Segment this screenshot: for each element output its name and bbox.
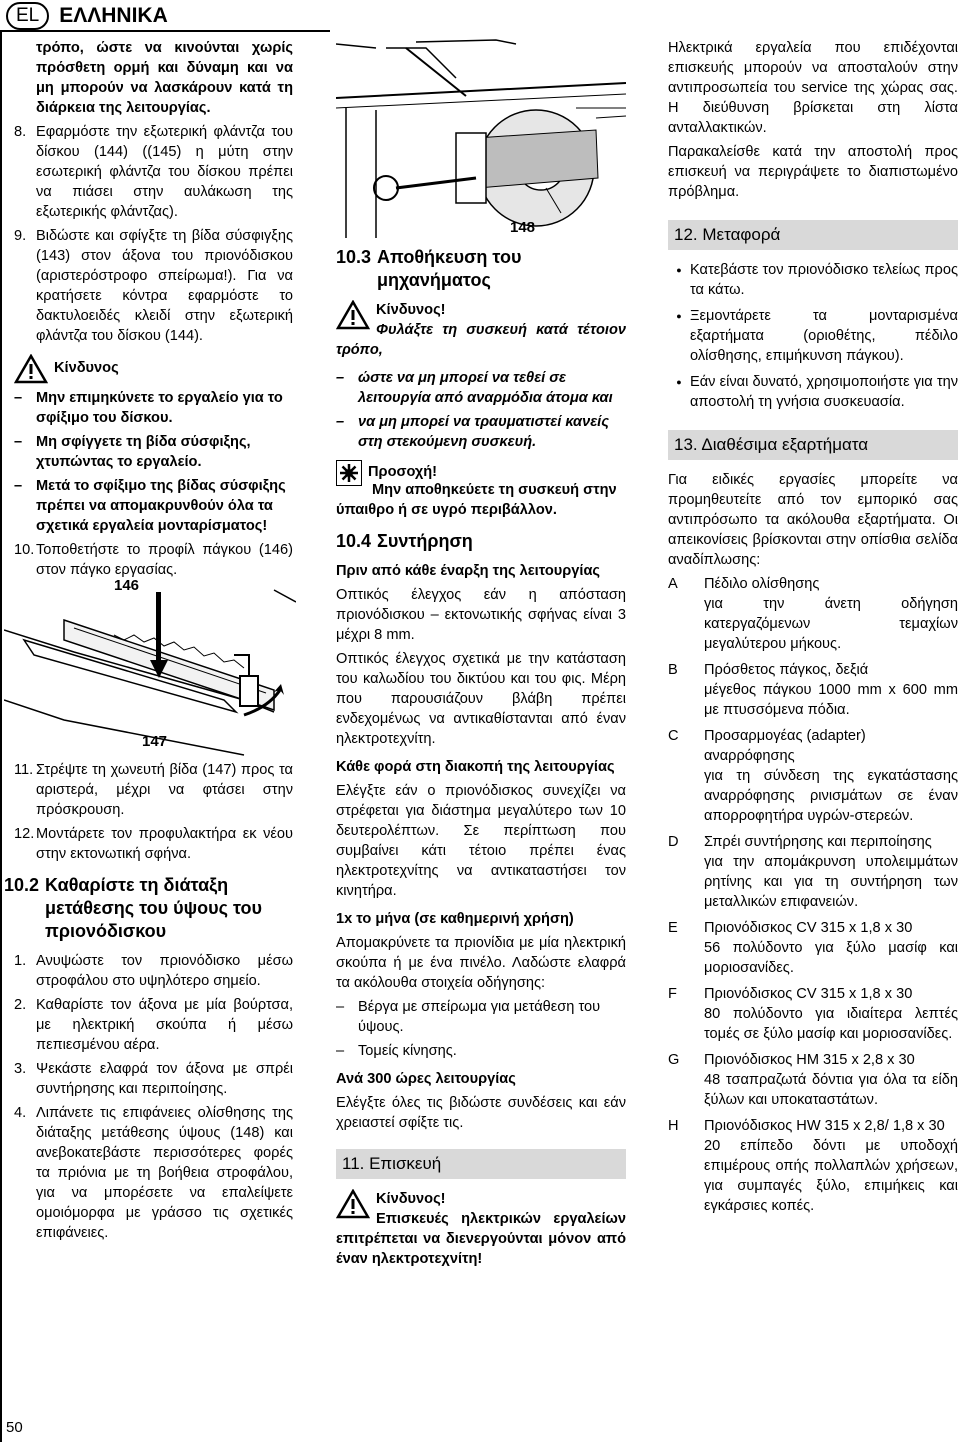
figure-label-147: 147 — [142, 733, 168, 750]
accessory-title: Πριονόδισκος HW 315 x 2,8/ 1,8 x 30 — [704, 1118, 945, 1134]
accessory-title: Πρόσθετος πάγκος, δεξιά — [704, 662, 869, 678]
step-number: 3. — [14, 1061, 27, 1077]
accessory-title: Πριονόδισκος HM 315 x 2,8 x 30 — [704, 1052, 915, 1068]
lube-item — [336, 1041, 626, 1061]
bullet: ● — [676, 377, 682, 387]
section-heading-11: 11. Επισκευή — [336, 1149, 626, 1179]
section-number: 10.3 — [336, 247, 372, 267]
margin-rule — [0, 30, 2, 1442]
step-8 — [14, 122, 293, 222]
section-title: Συντήρηση — [377, 531, 473, 551]
accessory-letter: H — [668, 1118, 679, 1134]
subheading: 1x το μήνα (σε καθημερινή χρήση) — [336, 911, 574, 927]
accessory-item — [668, 918, 958, 982]
step-text: Στρέψτε τη χωνευτή βίδα (147) προς τα αριστερά, μέχρι να φτάσει στην πρόσκρουση. — [36, 762, 293, 818]
lube-item — [336, 997, 626, 1037]
accessory-item — [668, 832, 958, 916]
header-rule — [0, 30, 330, 32]
step-number: 9. — [14, 228, 27, 244]
accessory-letter: F — [668, 986, 677, 1002]
step-number: 11. — [14, 762, 34, 778]
accessory-letter: C — [668, 728, 679, 744]
section-number: 10.2 — [4, 875, 40, 895]
danger-label: Κίνδυνος — [54, 360, 119, 376]
column-1 — [4, 38, 293, 1243]
accessory-item — [668, 574, 958, 658]
accessory-list — [668, 574, 958, 1220]
accessory-description: μέγεθος πάγκου 1000 mm x 600 mm με πτυσσόμενα πόδια. — [704, 682, 958, 718]
transport-item — [668, 306, 958, 366]
danger-notice — [14, 354, 293, 384]
figure-label-146: 146 — [114, 577, 140, 594]
section-number: 10.4 — [336, 531, 372, 551]
accessory-description: για τη σύνδεση της εγκατάστασης αναρρόφησης ρινισμάτων σε έναν απορροφητήρα υγρών-στερεών. — [704, 768, 958, 824]
section-heading-10-4 — [336, 530, 626, 553]
warning-triangle-icon — [336, 1189, 370, 1219]
accessory-item — [668, 1050, 958, 1114]
language-title: ΕΛΛΗΝΙΚΑ — [59, 4, 168, 27]
dash: – — [336, 370, 345, 386]
paragraph: Ηλεκτρικά εργαλεία που επιδέχονται επισκευής μπορούν να αποσταλούν στην αντιπροσωπεία του service της χώρας σας. Η διεύθυνση βρίσκεται στη λίστα ανταλλακτικών. — [668, 40, 958, 136]
dash: – — [14, 390, 23, 406]
paragraph: Για ειδικές εργασίες μπορείτε να προμηθευτείτε από τον εμπορικό σας αντιπρόσωπο τα ακόλουθα εξαρτήματα. Οι απεικονίσεις βρίσκονται στην οπίσθια σελίδα αναδίπλωσης: — [668, 472, 958, 568]
paragraph: Ελέγξτε όλες τις βιδώστε συνδέσεις και εάν χρειαστεί σφίξτε τις. — [336, 1095, 626, 1131]
warning-triangle-icon — [336, 300, 370, 330]
step-12 — [14, 824, 293, 864]
transport-text: Εάν είναι δυνατό, χρησιμοποιήστε για την αποστολή τη γνήσια συσκευασία. — [690, 374, 958, 410]
accessory-title: Πέδιλο ολίσθησης — [704, 576, 820, 592]
dash: – — [14, 434, 23, 450]
lube-text: Βέργα με σπείρωμα για μετάθεση του ύψους. — [358, 999, 601, 1035]
accessory-title: Σπρέι συντήρησης και περιποίησης — [704, 834, 932, 850]
clean-step-1 — [14, 951, 293, 991]
section-title: Καθαρίστε τη διάταξη μετάθεσης του ύψους του πριονόδισκου — [45, 875, 263, 941]
paragraph: τρόπο, ώστε να κινούνται χωρίς πρόσθετη ορμή και δύναμη και να μη μπορούν να λασκάρουν κατά τη διάρκεια της λειτουργίας. — [36, 40, 293, 116]
clean-step-2 — [14, 995, 293, 1055]
paragraph: Ελέγξτε εάν ο πριονόδισκος συνεχίζει να στρέφεται για διάστημα μεγαλύτερο των 10 δευτερολέπτων. Σε περίπτωση που συμβαίνει κάτι τέτοιο πρέπει ένας ηλεκτροτεχνίτης να αντικαταστήσει τον κινητήρα. — [336, 783, 626, 899]
section-heading-10-2 — [4, 874, 293, 943]
language-badge: EL — [6, 2, 49, 30]
dash: – — [336, 999, 345, 1015]
storage-warning: Φυλάξτε τη συσκευή κατά τέτοιον τρόπο, — [336, 322, 626, 358]
accessory-item — [668, 726, 958, 830]
clean-step-4 — [14, 1103, 293, 1243]
accessory-description: για την απομάκρυνση υπολειμμάτων ρητίνης και για τη συντήρηση των μεταλλικών επιφανειών. — [704, 854, 958, 910]
danger-label: Κίνδυνος! — [376, 302, 446, 318]
caution-icon — [336, 460, 362, 486]
paragraph: Παρακαλείσθε κατά την αποστολή προς επισκευή να περιγράψετε το διαπιστωμένο πρόβλημα. — [668, 144, 958, 200]
step-number: 4. — [14, 1105, 27, 1121]
subheading: Ανά 300 ώρες λειτουργίας — [336, 1071, 516, 1087]
danger-item — [14, 388, 293, 428]
step-number: 8. — [14, 124, 27, 140]
step-text: Μοντάρετε τον προφυλακτήρα εκ νέου στην εκτονωτική σφήνα. — [36, 826, 293, 862]
clean-step-3 — [14, 1059, 293, 1099]
bullet: ● — [676, 311, 682, 321]
accessory-description: 56 πολύδοντο για ξύλο μασίφ και μοριοσανίδες. — [704, 940, 958, 976]
accessory-letter: G — [668, 1052, 680, 1068]
figure-table-profile — [4, 577, 296, 760]
step-9 — [14, 226, 293, 346]
dash: – — [336, 414, 345, 430]
accessory-description: 48 τσαπραζωτά δόντια για όλα τα είδη ξύλων και υποκαταστάτων. — [704, 1072, 958, 1108]
step-text: Ανυψώστε τον πριονόδισκο μέσω στροφάλου στο υψηλότερο σημείο. — [36, 953, 293, 989]
accessory-item — [668, 660, 958, 724]
transport-item — [668, 372, 958, 412]
dash: – — [14, 478, 23, 494]
transport-item — [668, 260, 958, 300]
accessory-letter: E — [668, 920, 678, 936]
accessory-title: Προσαρμογέας (adapter) αναρρόφησης — [704, 728, 866, 764]
transport-text: Κατεβάστε τον πριονόδισκο τελείως προς τα κάτω. — [690, 262, 958, 298]
step-text: Καθαρίστε τον άξονα με μία βούρτσα, με ηλεκτρική σκούπα ή μέσω πεπιεσμένου αέρα. — [36, 997, 293, 1053]
accessory-letter: D — [668, 834, 679, 850]
dash: – — [336, 1043, 345, 1059]
step-number: 1. — [14, 953, 27, 969]
subheading: Κάθε φορά στη διακοπή της λειτουργίας — [336, 759, 615, 775]
lube-text: Τομείς κίνησης. — [358, 1043, 457, 1059]
danger-text: Μην επιμηκύνετε το εργαλείο για το σφίξιμο του δίσκου. — [36, 390, 283, 426]
transport-text: Ξεμοντάρετε τα μονταρισμένα εξαρτήματα (οριοθέτης, πέδιλο ολίσθησης, επιμήκυνση πάγκου). — [690, 308, 958, 364]
step-text: Ψεκάστε ελαφρά τον άξονα με σπρέι συντήρησης και περιποίησης. — [36, 1061, 293, 1097]
step-number: 10. — [14, 542, 35, 558]
page-header — [6, 2, 168, 30]
danger-item — [14, 476, 293, 536]
column-2 — [336, 38, 626, 1269]
step-text: Λιπάνετε τις επιφάνειες ολίσθησης της διάταξης μετάθεσης ύψους (148) και ανεβοκατεβάστε περισσότερες φορές τα πριόνια με τη βοήθεια στροφάλου, για να μπορέσετε να επαλείψετε ομοιόμορφα με γράσσο τις σχετικές επιφάνειες. — [36, 1105, 293, 1241]
caution-label: Προσοχή! — [368, 464, 438, 480]
section-heading-13: 13. Διαθέσιμα εξαρτήματα — [668, 430, 958, 460]
storage-item — [336, 412, 626, 452]
danger-text: Μετά το σφίξιμο της βίδας σύσφιξης πρέπει να απομακρυνθούν όλα τα σχετικά εργαλεία μονταρίσματος! — [36, 478, 286, 534]
step-text: Εφαρμόστε την εξωτερική φλάντζα του δίσκου (144) ((145) η μύτη στην εσωτερική φλάντζα του δίσκου πρέπει να πιάσει στην αυλάκωση της εξωτερικής φλάντζας). — [36, 124, 293, 220]
accessory-title: Πριονόδισκος CV 315 x 1,8 x 30 — [704, 920, 913, 936]
step-text: Τοποθετήστε το προφίλ πάγκου (146) στον πάγκο εργασίας. — [36, 542, 293, 578]
step-11 — [14, 760, 293, 820]
figure-label-148: 148 — [510, 219, 536, 236]
storage-text: να μη μπορεί να τραυματιστεί κανείς στη στεκούμενη συσκευή. — [358, 414, 610, 450]
danger-text: Μη σφίγγετε τη βίδα σύσφιξης, χτυπώντας το εργαλείο. — [36, 434, 251, 470]
section-heading-10-3 — [336, 246, 626, 292]
repair-text: Επισκευές ηλεκτρικών εργαλείων επιτρέπεται να διενεργούνται μόνον από έναν ηλεκτροτεχνίτη! — [336, 1211, 626, 1267]
accessory-item — [668, 1116, 958, 1220]
section-title: Αποθήκευση του μηχανήματος — [377, 247, 522, 290]
accessory-description: για την άνετη οδήγηση κατεργαζόμενων τεμαχίων μεγαλύτερου μήκους. — [704, 596, 958, 652]
page-number: 50 — [6, 1419, 23, 1436]
section-heading-12: 12. Μεταφορά — [668, 220, 958, 250]
paragraph: Οπτικός έλεγχος σχετικά με την κατάσταση του καλωδίου του δικτύου και του φις. Μέρη που παρουσιάζουν βλάβη πρέπει ενδεχομένως να αντικαθίστανται από έναν ηλεκτροτεχνίτη. — [336, 651, 626, 747]
column-3 — [668, 38, 958, 1222]
step-text: Βιδώστε και σφίγξτε τη βίδα σύσφιγξης (143) στον άξονα του πριονόδισκου (αριστερόστροφο σπείρωμα!). Για να κρατήσετε κόντρα εφαρμόστε το δακτυλοειδές κλειδί στην εξωτερική φλάντζα του δίσκου (144). — [36, 228, 293, 344]
storage-text: ώστε να μη μπορεί να τεθεί σε λειτουργία από αναρμόδια άτομα και — [358, 370, 613, 406]
danger-label: Κίνδυνος! — [376, 1191, 446, 1207]
warning-triangle-icon — [14, 354, 48, 384]
accessory-letter: B — [668, 662, 678, 678]
paragraph: Απομακρύνετε τα πριονίδια με μία ηλεκτρική σκούπα ή με ένα πινέλο. Λαδώστε ελαφρά τα ακόλουθα στοιχεία οδήγησης: — [336, 935, 626, 991]
caution-text: Μην αποθηκεύετε τη συσκευή στην ύπαιθρο ή σε υγρό περιβάλλον. — [336, 482, 617, 518]
accessory-letter: A — [668, 576, 678, 592]
step-10 — [14, 540, 293, 580]
accessory-description: 80 πολύδοντο για ιδιαίτερα λεπτές τομές σε ξύλο μασίφ και μοριοσανίδες. — [704, 1006, 958, 1042]
storage-item — [336, 368, 626, 408]
step-number: 2. — [14, 997, 27, 1013]
subheading: Πριν από κάθε έναρξη της λειτουργίας — [336, 563, 601, 579]
accessory-item — [668, 984, 958, 1048]
bullet: ● — [676, 265, 682, 275]
accessory-title: Πριονόδισκος CV 315 x 1,8 x 30 — [704, 986, 913, 1002]
danger-item — [14, 432, 293, 472]
height-adjustment-illustration — [336, 38, 626, 238]
accessory-description: 20 επίπεδο δόντι με υποδοχή επιμέρους οπής πολλαπλών χρήσεων, για συμπαγές ξύλο, επιμήκεις και εγκάρσιες κοπές. — [704, 1138, 958, 1214]
paragraph: Οπτικός έλεγχος εάν η απόσταση πριονόδισκου – εκτονωτικής σφήνας είναι 3 μέχρι 8 mm. — [336, 587, 626, 643]
step-number: 12. — [14, 826, 35, 842]
figure-height-adjustment — [336, 38, 626, 238]
